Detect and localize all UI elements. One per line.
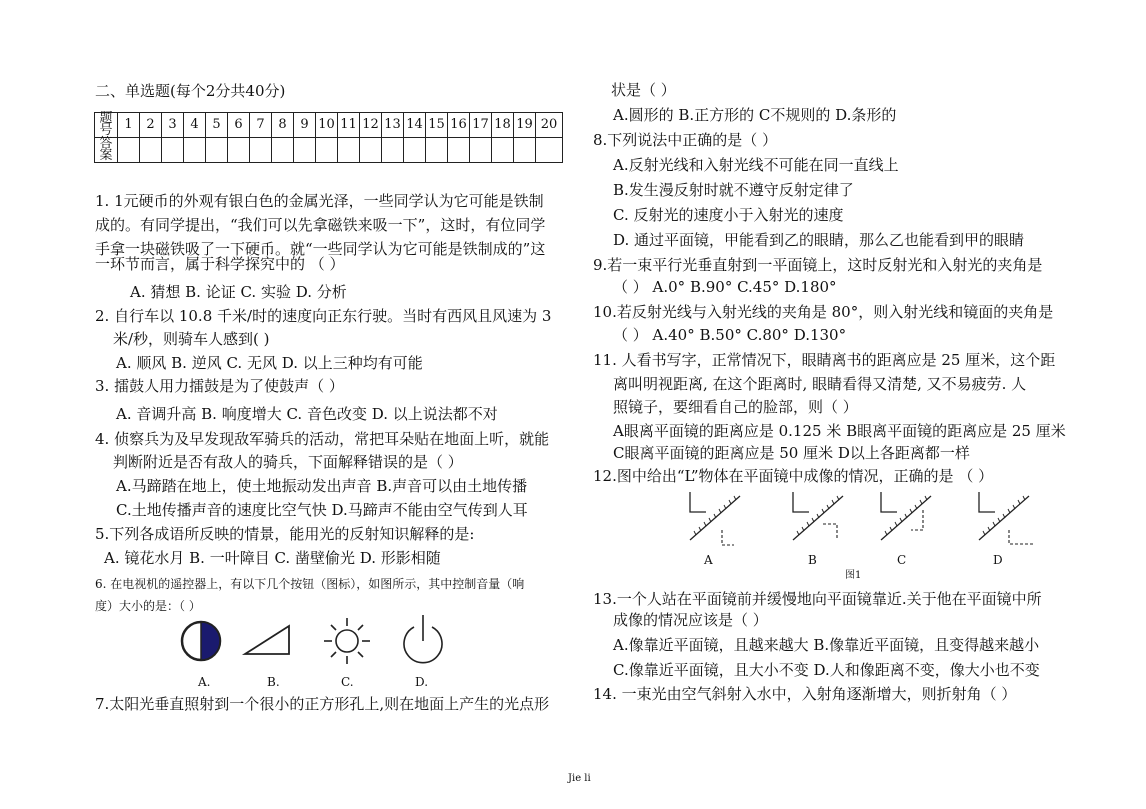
q7-continued: 状是（ ） <box>611 81 676 99</box>
q11-options-2: C眼离平面镜的距离应是 50 厘米 D以上各距离都一样 <box>613 444 970 462</box>
half-circle-icon <box>179 619 223 663</box>
q11-options-1: A眼离平面镜的距离应是 0.125 米 B眼离平面镜的距离应是 25 厘米 <box>613 422 1066 440</box>
q3-options: A. 音调升高 B. 响度增大 C. 音色改变 D. 以上说法都不对 <box>116 405 498 423</box>
section-title: 二、单选题(每个2分共40分) <box>95 82 286 100</box>
q4-line2: 判断附近是否有敌人的骑兵，下面解释错误的是（ ） <box>113 453 463 471</box>
answer-cell[interactable] <box>294 138 316 163</box>
table-cell: 11 <box>338 113 360 138</box>
q11-line3: 照镜子，要细看自己的脸部，则（ ） <box>613 398 858 416</box>
q13-options-1: A.像靠近平面镜，且越来越大 B.像靠近平面镜，且变得越来越小 <box>613 636 1040 654</box>
mirror-diagram-c <box>877 490 937 546</box>
answer-cell[interactable] <box>250 138 272 163</box>
q5-question: 5.下列各成语所反映的情景，能用光的反射知识解释的是: <box>95 525 475 543</box>
answer-cell[interactable] <box>360 138 382 163</box>
q1-options: A. 猜想 B. 论证 C. 实验 D. 分析 <box>130 283 347 301</box>
row-label-number: 题号 <box>95 113 118 138</box>
table-cell: 15 <box>426 113 448 138</box>
table-cell: 19 <box>514 113 536 138</box>
table-cell: 6 <box>228 113 250 138</box>
q1-line4: 一环节而言，属于科学探究中的 （ ） <box>95 255 345 273</box>
q7-options: A.圆形的 B.正方形的 C不规则的 D.条形的 <box>613 106 897 124</box>
q8-option-b: B.发生漫反射时就不遵守反射定律了 <box>613 181 854 199</box>
q4-options-1: A.马蹄踏在地上，使土地振动发出声音 B.声音可以由土地传播 <box>116 477 528 495</box>
answer-cell[interactable] <box>514 138 536 163</box>
q1-line2: 成的。有同学提出，“我们可以先拿磁铁来吸一下”，这时，有位同学 <box>95 216 546 234</box>
table-cell: 7 <box>250 113 272 138</box>
q6-label-b: B. <box>267 675 280 689</box>
q1-line3: 手拿一块磁铁吸了一下硬币。就“一些同学认为它可能是铁制成的”这 <box>95 240 546 258</box>
table-cell: 3 <box>162 113 184 138</box>
q9-question: 9.若一束平行光垂直射到一平面镜上，这时反射光和入射光的夹角是 <box>593 256 1043 274</box>
answer-table <box>94 112 563 163</box>
answer-cell[interactable] <box>382 138 404 163</box>
table-cell: 2 <box>140 113 162 138</box>
q13-options-2: C.像靠近平面镜，且大小不变 D.人和像距离不变，像大小也不变 <box>613 661 1040 679</box>
q12-figure-caption: 图1 <box>845 570 862 581</box>
q6-label-d: D. <box>415 675 429 689</box>
answer-cell[interactable] <box>140 138 162 163</box>
q6-line2: 度）大小的是：（ ） <box>95 599 201 613</box>
q12-label-b: B <box>808 553 817 567</box>
q6-label-a: A. <box>198 675 211 689</box>
answer-cell[interactable] <box>206 138 228 163</box>
answer-cell[interactable] <box>470 138 492 163</box>
table-cell: 18 <box>492 113 514 138</box>
table-row <box>95 138 563 163</box>
q8-option-d: D. 通过平面镜，甲能看到乙的眼睛，那么乙也能看到甲的眼睛 <box>613 231 1025 249</box>
q8-option-c: C. 反射光的速度小于入射光的速度 <box>613 206 844 224</box>
answer-cell[interactable] <box>272 138 294 163</box>
q9-options: （ ） A.0° B.90° C.45° D.180° <box>613 278 837 296</box>
q8-question: 8.下列说法中正确的是（ ） <box>593 131 778 149</box>
q12-label-c: C <box>897 553 907 567</box>
answer-cell[interactable] <box>448 138 470 163</box>
q6-label-c: C. <box>341 675 354 689</box>
table-row <box>95 113 563 138</box>
q11-line2: 离叫明视距离, 在这个距离时, 眼睛看得又清楚, 又不易疲劳. 人 <box>613 375 1027 393</box>
table-cell: 12 <box>360 113 382 138</box>
q1-line1: 1. 1元硬币的外观有银白色的金属光泽，一些同学认为它可能是铁制 <box>95 192 544 210</box>
answer-cell[interactable] <box>118 138 140 163</box>
q12-label-a: A <box>704 553 713 567</box>
q2-line1: 2. 自行车以 10.8 千米/时的速度向正东行驶。当时有西风且风速为 3 <box>95 307 552 325</box>
q4-options-2: C.土地传播声音的速度比空气快 D.马蹄声不能由空气传到人耳 <box>116 501 528 519</box>
table-cell: 14 <box>404 113 426 138</box>
answer-cell[interactable] <box>184 138 206 163</box>
q2-line2: 米/秒，则骑车人感到( ) <box>113 330 270 348</box>
answer-cell[interactable] <box>316 138 338 163</box>
q12-label-d: D <box>993 553 1003 567</box>
q8-option-a: A.反射光线和入射光线不可能在同一直线上 <box>613 156 899 174</box>
q10-question: 10.若反射光线与入射光线的夹角是 80°，则入射光线和镜面的夹角是 <box>593 303 1054 321</box>
table-cell: 5 <box>206 113 228 138</box>
table-cell: 20 <box>536 113 563 138</box>
answer-cell[interactable] <box>426 138 448 163</box>
q12-question: 12.图中给出“L”物体在平面镜中成像的情况，正确的是 （ ） <box>593 467 994 485</box>
answer-cell[interactable] <box>162 138 184 163</box>
q3-question: 3. 擂鼓人用力擂鼓是为了使鼓声（ ） <box>95 377 344 395</box>
q14-question: 14. 一束光由空气斜射入水中，入射角逐渐增大，则折射角（ ） <box>593 685 1017 703</box>
page-footer: Jie li <box>568 773 591 784</box>
brightness-sun-icon <box>321 615 373 667</box>
table-cell: 1 <box>118 113 140 138</box>
table-cell: 10 <box>316 113 338 138</box>
q4-line1: 4. 侦察兵为及早发现敌军骑兵的活动，常把耳朵贴在地面上听，就能 <box>95 430 550 448</box>
mirror-diagram-a <box>686 490 746 546</box>
table-cell: 13 <box>382 113 404 138</box>
table-cell: 9 <box>294 113 316 138</box>
volume-triangle-icon <box>243 624 293 658</box>
q2-options: A. 顺风 B. 逆风 C. 无风 D. 以上三种均有可能 <box>116 354 423 372</box>
table-cell: 17 <box>470 113 492 138</box>
q6-line1: 6. 在电视机的遥控器上，有以下几个按钮（图标），如图所示，其中控制音量（响 <box>95 577 525 591</box>
power-icon <box>399 613 447 665</box>
answer-cell[interactable] <box>228 138 250 163</box>
q7-question: 7.太阳光垂直照射到一个很小的正方形孔上,则在地面上产生的光点形 <box>95 695 550 713</box>
answer-cell[interactable] <box>536 138 563 163</box>
q13-line2: 成像的情况应该是（ ） <box>613 611 768 629</box>
q11-line1: 11. 人看书写字，正常情况下，眼睛离书的距离应是 25 厘米，这个距 <box>593 351 1056 369</box>
table-cell: 16 <box>448 113 470 138</box>
answer-cell[interactable] <box>404 138 426 163</box>
answer-cell[interactable] <box>338 138 360 163</box>
q13-line1: 13.一个人站在平面镜前并缓慢地向平面镜靠近.关于他在平面镜中所 <box>593 590 1042 608</box>
mirror-diagram-d <box>975 490 1045 546</box>
table-cell: 4 <box>184 113 206 138</box>
q10-options: （ ） A.40° B.50° C.80° D.130° <box>613 326 847 344</box>
row-label-answer: 答案 <box>95 138 118 163</box>
table-cell: 8 <box>272 113 294 138</box>
mirror-diagram-b <box>789 490 849 546</box>
q5-options: A. 镜花水月 B. 一叶障目 C. 凿壁偷光 D. 形影相随 <box>104 549 441 567</box>
answer-cell[interactable] <box>492 138 514 163</box>
